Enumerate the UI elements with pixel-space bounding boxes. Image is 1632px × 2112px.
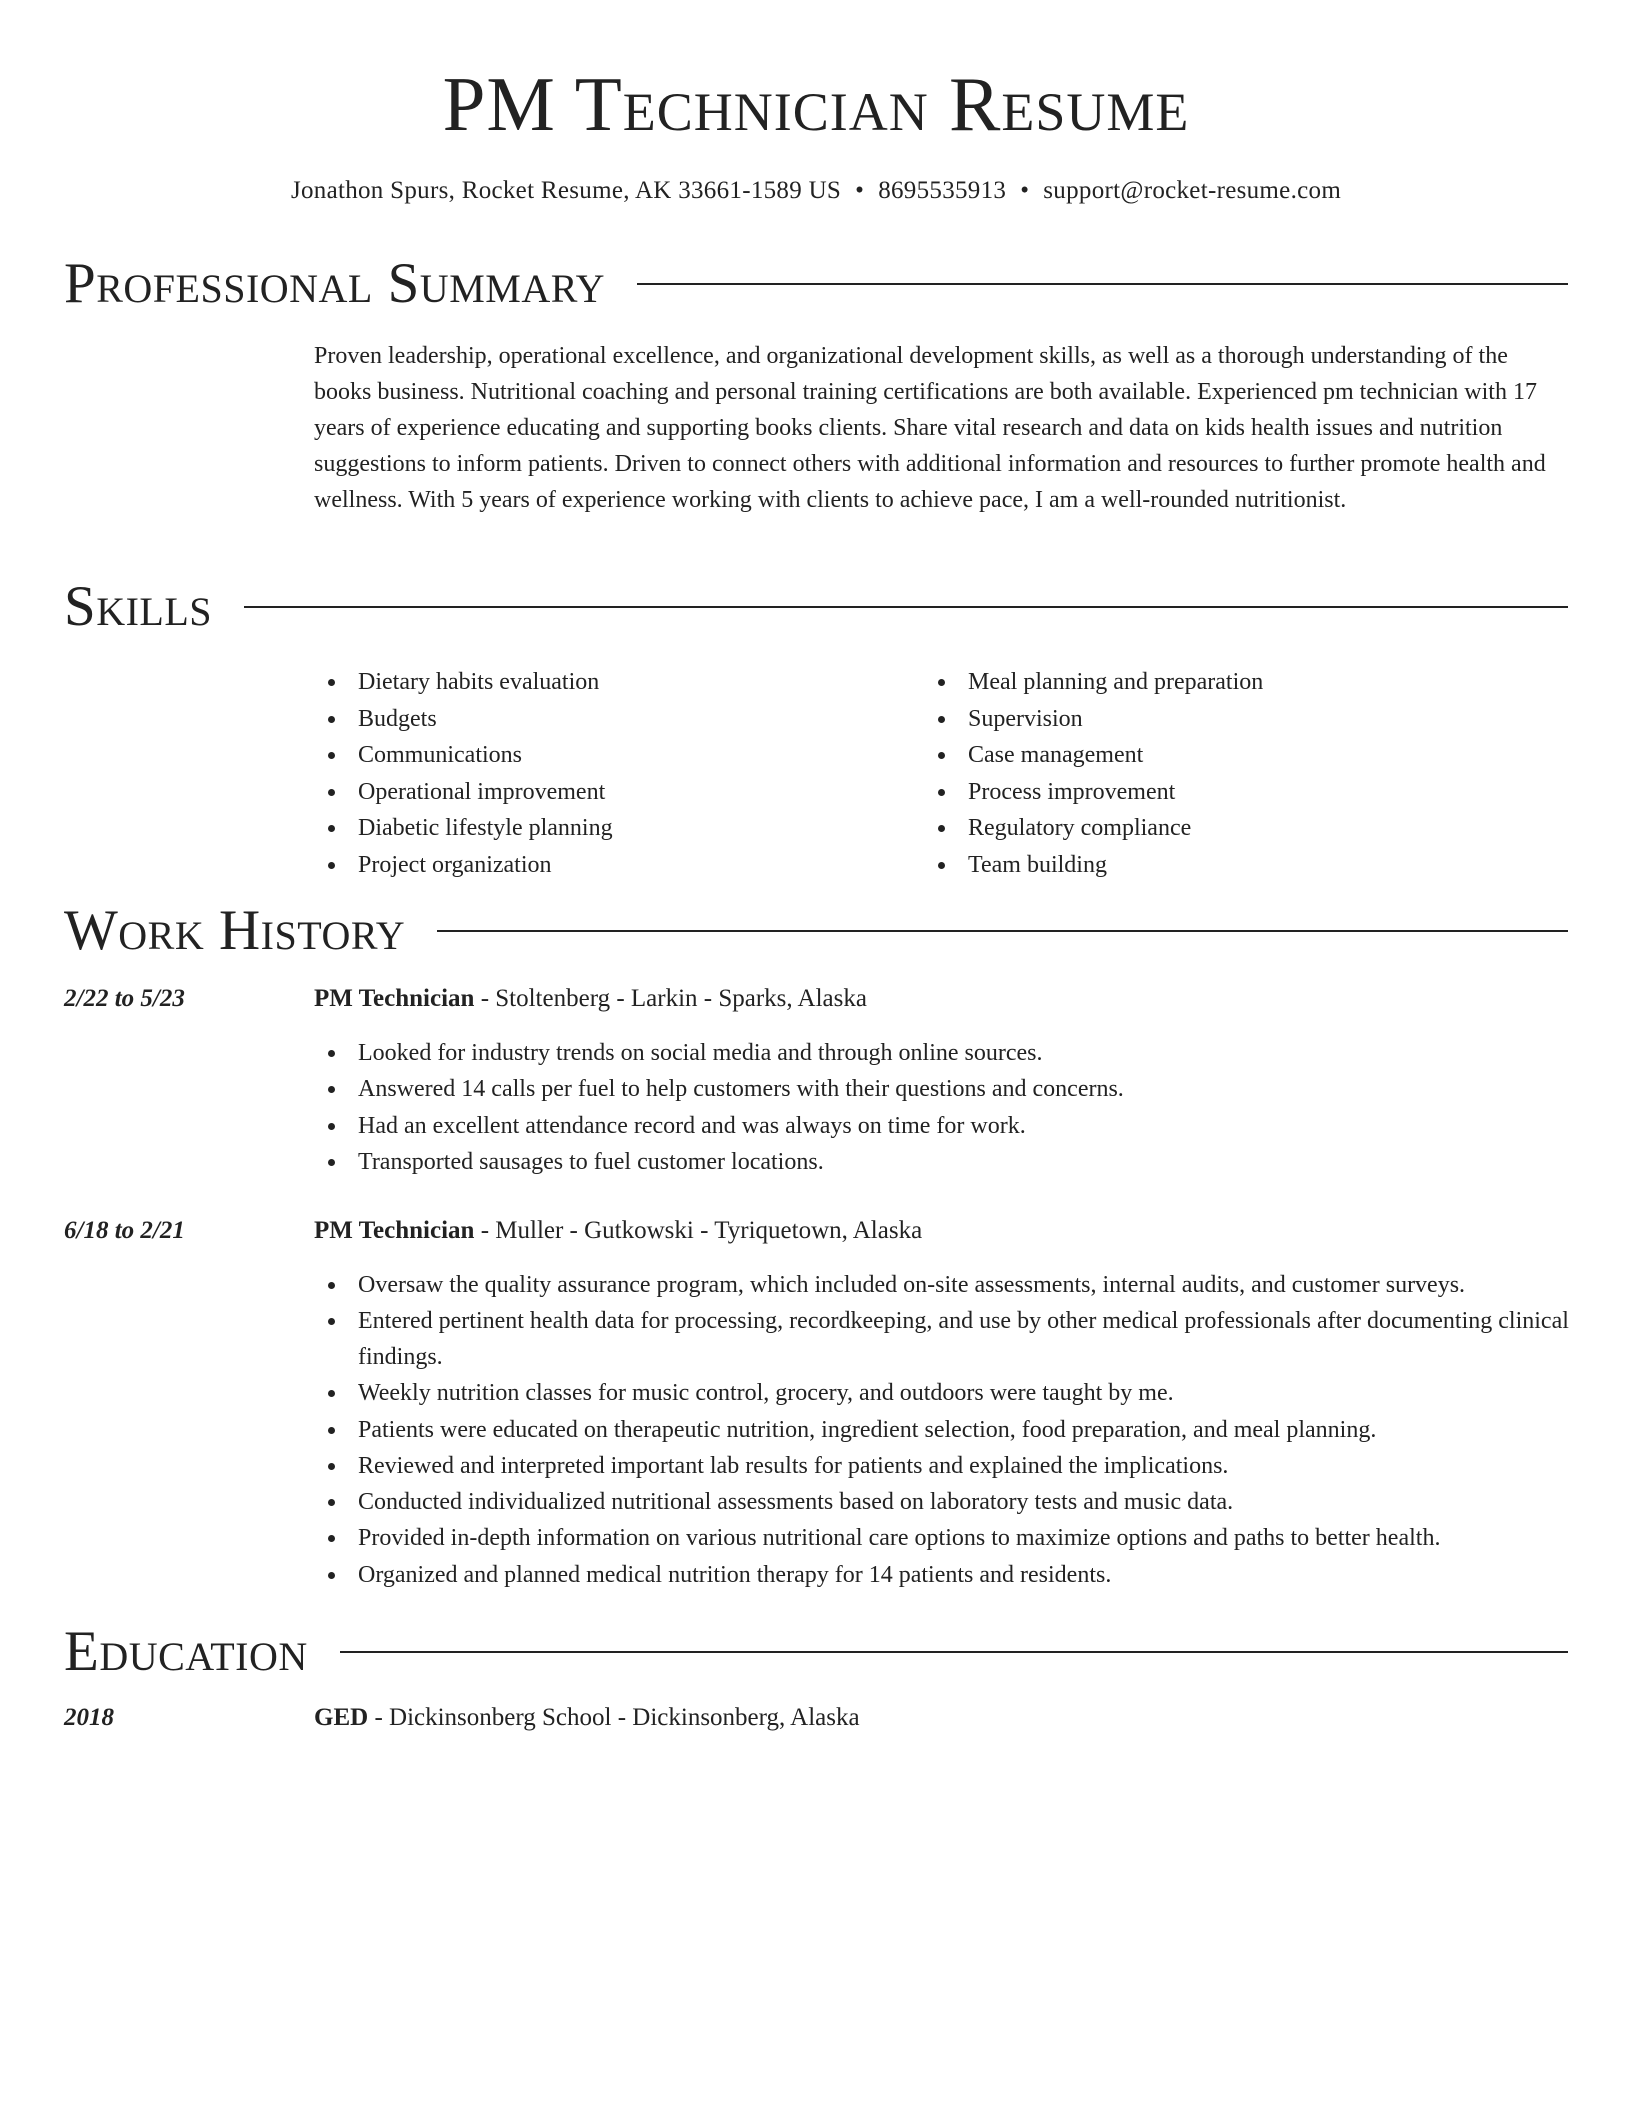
- skill-item: Operational improvement: [314, 774, 874, 811]
- job-bullets: [314, 1267, 1570, 1593]
- skill-item: Process improvement: [924, 774, 1564, 811]
- job-bullet: Entered pertinent health data for processing, recordkeeping, and use by other medical professionals after documenting clinical findings.: [314, 1303, 1570, 1375]
- contact-separator: •: [1020, 177, 1030, 204]
- skills-heading: Skills: [64, 575, 213, 638]
- job-bullet: Patients were educated on therapeutic nutrition, ingredient selection, food preparation, and meal planning.: [314, 1412, 1570, 1448]
- skill-item: Regulatory compliance: [924, 810, 1564, 847]
- job-bullet: Organized and planned medical nutrition therapy for 14 patients and residents.: [314, 1557, 1570, 1593]
- job-bullet: Reviewed and interpreted important lab results for patients and explained the implications.: [314, 1448, 1570, 1484]
- job-bullets: [314, 1035, 1570, 1180]
- contact-separator: •: [855, 177, 865, 204]
- job-bullet: Answered 14 calls per fuel to help customers with their questions and concerns.: [314, 1071, 1570, 1107]
- education-section-header: [64, 1620, 1568, 1684]
- job-bullet: Transported sausages to fuel customer locations.: [314, 1144, 1570, 1180]
- job-dates: 2/22 to 5/23: [64, 985, 185, 1012]
- education-heading: Education: [64, 1620, 308, 1683]
- skills-section-header: [64, 575, 1568, 639]
- work-section-header: [64, 899, 1568, 963]
- job-role: PM Technician: [314, 985, 475, 1012]
- section-divider: [340, 1651, 1568, 1653]
- skill-item: Case management: [924, 737, 1564, 774]
- section-divider: [244, 606, 1568, 608]
- contact-address: Jonathon Spurs, Rocket Resume, AK 33661-1589 US: [290, 177, 842, 204]
- job-bullet: Conducted individualized nutritional assessments based on laboratory tests and music data.: [314, 1484, 1570, 1520]
- job-bullet: Had an excellent attendance record and was always on time for work.: [314, 1108, 1570, 1144]
- job-employer-location: - Muller - Gutkowski - Tyriquetown, Alaska: [474, 1217, 923, 1244]
- section-divider: [637, 283, 1568, 285]
- job-bullet: Provided in-depth information on various nutritional care options to maximize options and paths to better health.: [314, 1520, 1570, 1556]
- education-degree: GED: [314, 1704, 369, 1731]
- skill-item: Diabetic lifestyle planning: [314, 810, 874, 847]
- summary-heading: Professional Summary: [64, 252, 606, 315]
- skill-item: Supervision: [924, 701, 1564, 738]
- skills-list-left: [314, 664, 874, 883]
- resume-title: PM Technician Resume: [442, 61, 1190, 147]
- work-heading: Work History: [64, 899, 406, 962]
- skill-item: Budgets: [314, 701, 874, 738]
- skill-item: Meal planning and preparation: [924, 664, 1564, 701]
- job-dates: 6/18 to 2/21: [64, 1217, 185, 1244]
- job-bullet: Weekly nutrition classes for music control, grocery, and outdoors were taught by me.: [314, 1375, 1570, 1411]
- skill-item: Project organization: [314, 847, 874, 884]
- skills-list-right: [924, 664, 1564, 883]
- job-title-line: [314, 982, 867, 1016]
- skill-item: Dietary habits evaluation: [314, 664, 874, 701]
- summary-section-header: [64, 252, 1568, 316]
- job-role: PM Technician: [314, 1217, 475, 1244]
- job-title-line: [314, 1214, 922, 1248]
- contact-email: support@rocket-resume.com: [1043, 177, 1342, 204]
- job-bullet: Oversaw the quality assurance program, which included on-site assessments, internal audits, and customer surveys.: [314, 1267, 1570, 1303]
- education-line: [314, 1701, 860, 1735]
- education-school-location: - Dickinsonberg School - Dickinsonberg, Alaska: [368, 1704, 860, 1731]
- contact-phone: 8695535913: [878, 177, 1007, 204]
- contact-line: [0, 175, 1632, 207]
- education-year: 2018: [64, 1704, 114, 1731]
- skill-item: Communications: [314, 737, 874, 774]
- section-divider: [437, 930, 1568, 932]
- skill-item: Team building: [924, 847, 1564, 884]
- summary-text: Proven leadership, operational excellence, and organizational development skills, as well as a thorough understanding of the books business. Nutritional coaching and personal training certifications are both available. Experienced pm technician with 17 years of experience educating and supporting books clients. Share vital research and data on kids health issues and nutrition suggestions to inform patients. Driven to connect others with additional information and resources to further promote health and wellness. With 5 years of experience working with clients to achieve pace, I am a well-rounded nutritionist.: [314, 343, 1546, 513]
- job-bullet: Looked for industry trends on social media and through online sources.: [314, 1035, 1570, 1071]
- job-employer-location: - Stoltenberg - Larkin - Sparks, Alaska: [474, 985, 867, 1012]
